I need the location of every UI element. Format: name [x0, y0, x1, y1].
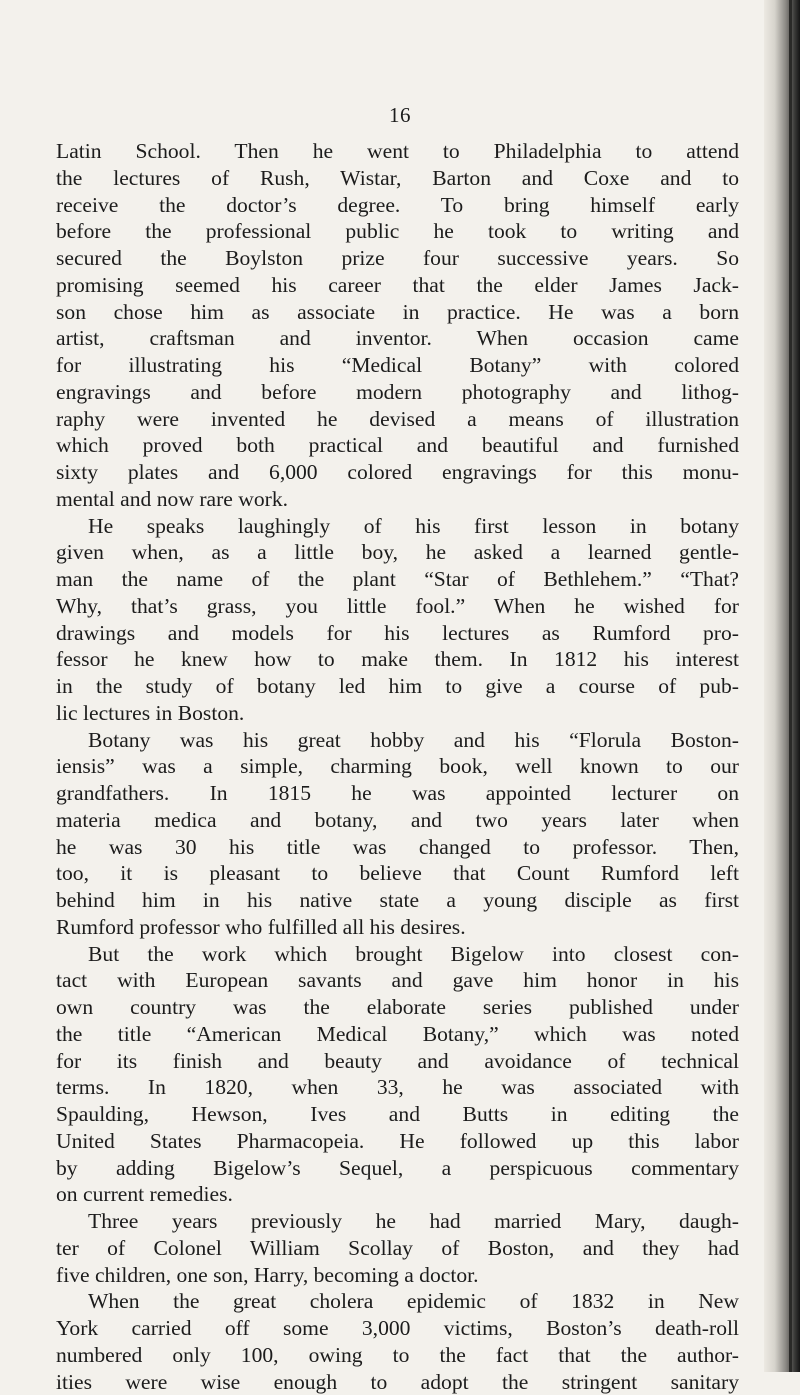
text-line: materia medica and botany, and two years later when: [56, 807, 739, 834]
text-line: promising seemed his career that the elder James Jack-: [56, 272, 739, 299]
text-line: raphy were invented he devised a means of illustration: [56, 406, 739, 433]
text-line: fessor he knew how to make them. In 1812 his interest: [56, 646, 739, 673]
text-line: Spaulding, Hewson, Ives and Butts in editing the: [56, 1101, 739, 1128]
text-line: Botany was his great hobby and his “Florula Boston-: [56, 727, 739, 754]
text-line: Three years previously he had married Mary, daugh-: [56, 1208, 739, 1235]
text-line: for illustrating his “Medical Botany” with colored: [56, 352, 739, 379]
text-line: lic lectures in Boston.: [56, 700, 739, 727]
text-line: the title “American Medical Botany,” which was noted: [56, 1021, 739, 1048]
text-line: tact with European savants and gave him honor in his: [56, 967, 739, 994]
text-line: on current remedies.: [56, 1181, 739, 1208]
text-line: York carried off some 3,000 victims, Boston’s death-roll: [56, 1315, 739, 1342]
text-line: behind him in his native state a young disciple as first: [56, 887, 739, 914]
page-edge-shadow: [764, 0, 800, 1372]
text-line: son chose him as associate in practice. He was a born: [56, 299, 739, 326]
text-line: grandfathers. In 1815 he was appointed lecturer on: [56, 780, 739, 807]
text-line: secured the Boylston prize four successive years. So: [56, 245, 739, 272]
text-line: United States Pharmacopeia. He followed up this labor: [56, 1128, 739, 1155]
text-line: terms. In 1820, when 33, he was associated with: [56, 1074, 739, 1101]
text-line: Why, that’s grass, you little fool.” When he wished for: [56, 593, 739, 620]
text-line: too, it is pleasant to believe that Count Rumford left: [56, 860, 739, 887]
text-line: Latin School. Then he went to Philadelphia to attend: [56, 138, 739, 165]
page-edge-line: [789, 0, 792, 1372]
text-line: ities were wise enough to adopt the stringent sanitary: [56, 1369, 739, 1395]
text-line: which proved both practical and beautiful and furnished: [56, 432, 739, 459]
text-line: He speaks laughingly of his first lesson in botany: [56, 513, 739, 540]
text-line: Rumford professor who fulfilled all his desires.: [56, 914, 739, 941]
text-line: iensis” was a simple, charming book, well known to our: [56, 753, 739, 780]
text-line: five children, one son, Harry, becoming a doctor.: [56, 1262, 739, 1289]
page-number: 16: [0, 103, 800, 128]
text-line: numbered only 100, owing to the fact that the author-: [56, 1342, 739, 1369]
text-line: the lectures of Rush, Wistar, Barton and Coxe and to: [56, 165, 739, 192]
text-line: he was 30 his title was changed to professor. Then,: [56, 834, 739, 861]
text-line: given when, as a little boy, he asked a learned gentle-: [56, 539, 739, 566]
text-line: for its finish and beauty and avoidance of technical: [56, 1048, 739, 1075]
text-line: When the great cholera epidemic of 1832 in New: [56, 1288, 739, 1315]
text-line: own country was the elaborate series published under: [56, 994, 739, 1021]
text-line: mental and now rare work.: [56, 486, 739, 513]
text-line: in the study of botany led him to give a course of pub-: [56, 673, 739, 700]
text-line: ter of Colonel William Scollay of Boston, and they had: [56, 1235, 739, 1262]
text-line: before the professional public he took to writing and: [56, 218, 739, 245]
text-line: engravings and before modern photography and lithog-: [56, 379, 739, 406]
text-line: drawings and models for his lectures as Rumford pro-: [56, 620, 739, 647]
text-line: receive the doctor’s degree. To bring himself early: [56, 192, 739, 219]
text-line: sixty plates and 6,000 colored engravings for this monu-: [56, 459, 739, 486]
text-line: artist, craftsman and inventor. When occasion came: [56, 325, 739, 352]
text-line: But the work which brought Bigelow into closest con-: [56, 941, 739, 968]
body-text: [56, 138, 739, 1395]
text-line: by adding Bigelow’s Sequel, a perspicuous commentary: [56, 1155, 739, 1182]
text-line: man the name of the plant “Star of Bethlehem.” “That?: [56, 566, 739, 593]
